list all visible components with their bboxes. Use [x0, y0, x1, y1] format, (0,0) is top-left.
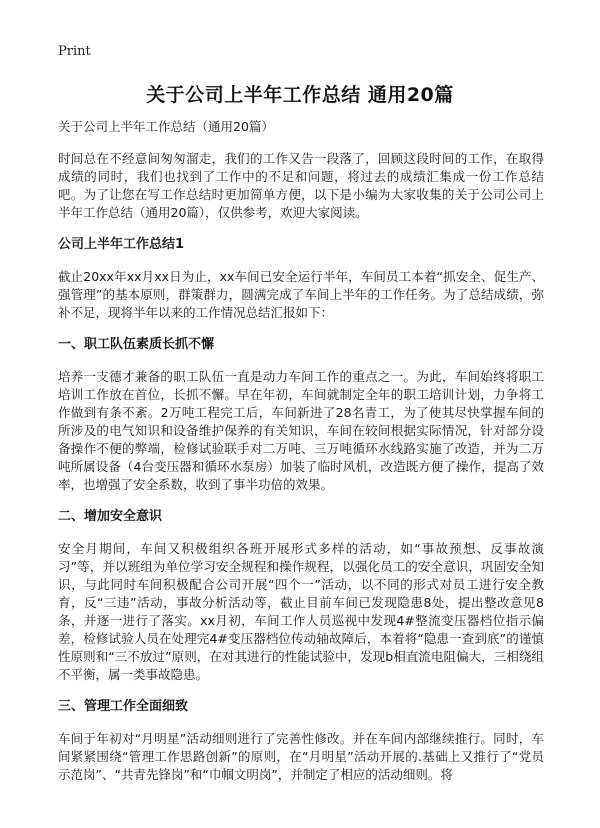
- print-link[interactable]: Print: [58, 44, 91, 59]
- page-title: 关于公司上半年工作总结 通用20篇: [146, 84, 454, 106]
- subsection-paragraph-3: 车间于年初对“月明星”活动细则进行了完善性修改。并在车间内部继续推行。同时，车间紧紧围绕“管理工作思路创新”的原则，在“月明星”活动开展的.基础上又推行了“党员示范岗”、“共青先锋岗”和“巾帼文明岗”，并制定了相应的活动细则。将: [58, 731, 544, 782]
- subsection-heading-1: 一、职工队伍素质长抓不懈: [58, 337, 215, 352]
- subsection-paragraph-1: 培养一支德才兼备的职工队伍一直是动力车间工作的重点之一。为此，车间始终将职工培训工作放在首位，长抓不懈。早在年初，车间就制定全年的职工培训计划，力争将工作做到有条不紊。2万吨工程完工后，车间新进了28名青工，为了使其尽快掌握车间的所涉及的电气知识和设备维护保养的有关知识，车间在较间根据实际情况，针对部分设备操作不便的弊端，检修试验联手对二万吨、三万吨循环水线路实施了改造，并为二万吨所属设备（4台变压器和循环水泵房）加装了临时风机，改造既方便了操作，提高了效率，也增强了安全系数，收到了事半功倍的效果。: [58, 369, 544, 492]
- section-heading: 公司上半年工作总结1: [58, 237, 185, 252]
- article-body: [58, 118, 544, 798]
- subsection-paragraph-2: 安全月期间，车间又积极组织各班开展形式多样的活动，如“事故预想、反事故演习”等，并以班组为单位学习安全规程和操作规程，以强化员工的安全意识，巩固安全知识，与此同时车间积极配合公司开展“四个一”活动，以不同的形式对员工进行安全教育，反“三违”活动，事故分析活动等，截止目前车间已发现隐患8处，提出整改意见8条，并逐一进行了落实。xx月初，车间工作人员巡视中发现4#整流变压器档位指示偏差，检修试验人员在处理完4#变压器档位传动轴故障后，本着将“隐患一查到底”的谨慎性原则和“三不放过”原则，在对其进行的性能试验中，发现b相直流电阻偏大，三相绕组不平衡，属一类事故隐患。: [58, 541, 544, 682]
- section-paragraph: 截止20xx年xx月xx日为止，xx车间已安全运行半年，车间员工本着“抓安全、促生产、强管理”的基本原则，群策群力，圆满完成了车间上半年的工作任务。为了总结成绩，弥补不足，现将半年以来的工作情况总结汇报如下：: [58, 269, 544, 320]
- subsection-heading-2: 二、增加安全意识: [58, 509, 163, 524]
- subsection-heading-3: 三、管理工作全面细致: [58, 699, 189, 714]
- article-subtitle: 关于公司上半年工作总结（通用20篇）: [58, 119, 274, 134]
- intro-paragraph: 时间总在不经意间匆匆溜走，我们的工作又告一段落了，回顾这段时间的工作，在取得成绩的同时，我们也找到了工作中的不足和问题，将过去的成绩汇集成一份工作总结吧。为了让您在写工作总结时更加简单方便，以下是小编为大家收集的关于公司公司上半年工作总结（通用20篇），仅供参考，欢迎大家阅读。: [58, 151, 544, 220]
